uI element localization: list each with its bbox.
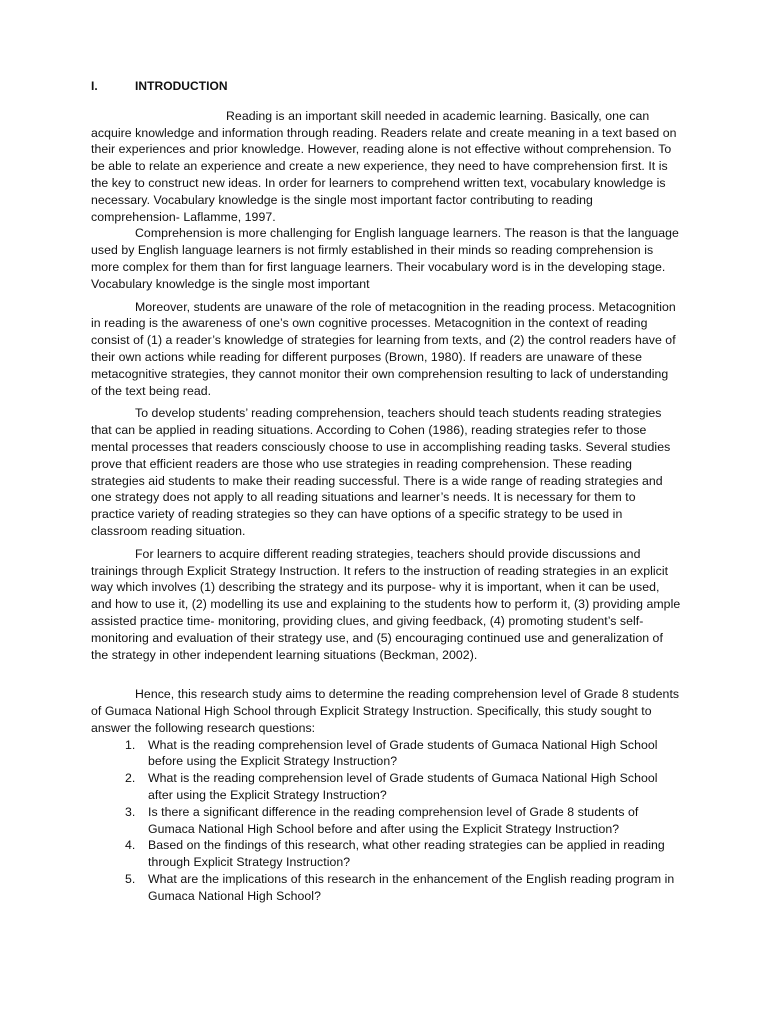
paragraph-metacognition: Moreover, students are unaware of the role of metacognition in the reading process. Metacognition in reading is the awareness of one’s own cognitive processes. Metacognition in the context of reading consist of (1) a reader’s knowledge of strategies for learning from texts, and (2) the control readers have of their own actions while reading for different purposes (Brown, 1980). If readers are unaware of these metacognitive strategies, they cannot monitor their own comprehension resulting to lack of understanding of the text being read. [91,299,676,398]
question-number: 3. [125,804,136,819]
question-number: 2. [125,771,136,786]
research-questions-list [91,737,681,905]
paragraph-comprehension-challenge: Comprehension is more challenging for English language learners. The reason is that the language used by English language learners is not firmly established in their minds so reading comprehension is more complex for them than for first language learners. Their vocabulary word is in the developing stage. Vocabulary knowledge is the single most important [91,226,679,291]
question-number: 5. [125,872,136,887]
research-question [91,737,681,771]
section-number: I. [91,79,98,93]
question-text: What is the reading comprehension level of Grade students of Gumaca National High School after using the Explicit Strategy Instruction? [148,771,658,803]
paragraph-research-aim: Hence, this research study aims to determine the reading comprehension level of Grade 8 students of Gumaca National High School through Explicit Strategy Instruction. Specifically, this study sought to answer the following research questions: [91,687,680,735]
research-question [91,837,681,871]
research-question [91,770,681,804]
section-title: INTRODUCTION [135,79,228,93]
section-heading [91,78,681,95]
document-content [91,78,681,905]
paragraph-reading-strategies: To develop students’ reading comprehension, teachers should teach students reading strategies that can be applied in reading situations. According to Cohen (1986), reading strategies refer to those mental processes that readers consciously choose to use in accomplishing reading tasks. Several studies prove that efficient readers are those who use strategies in reading comprehension. These reading strategies aid students to make their reading successful. There is a wide range of reading strategies and one strategy does not apply to all reading situations and learner’s needs. It is necessary for them to practice variety of reading strategies so they can have options of a specific strategy to be used in classroom reading situation. [91,406,671,538]
question-text: Is there a significant difference in the reading comprehension level of Grade 8 students of Gumaca National High School before and after using the Explicit Strategy Instruction? [148,804,639,836]
paragraph-reading-importance: Reading is an important skill needed in academic learning. Basically, one can acquire knowledge and information through reading. Readers relate and create meaning in a text based on their experiences and prior knowledge. However, reading alone is not effective without comprehension. To be able to relate an experience and create a new experience, they need to have comprehension first. It is the key to construct new ideas. In order for learners to comprehend written text, vocabulary knowledge is necessary. Vocabulary knowledge is the single most important factor contributing to reading comprehension- Laflamme, 1997. [91,108,677,224]
question-number: 4. [125,838,136,853]
research-question [91,871,681,905]
paragraph-explicit-strategy-instruction: For learners to acquire different reading strategies, teachers should provide discussions and trainings through Explicit Strategy Instruction. It refers to the instruction of reading strategies in an explicit way which involves (1) describing the strategy and its purpose- why it is important, when it can be used, and how to use it, (2) modelling its use and explaining to the students how to perform it, (3) providing ample assisted practice time- monitoring, providing clues, and giving feedback, (4) promoting student’s self-monitoring and evaluation of their strategy use, and (5) encouraging continued use and generalization of the strategy in other independent learning situations (Beckman, 2002). [91,546,681,662]
question-text: What is the reading comprehension level of Grade students of Gumaca National High School before using the Explicit Strategy Instruction? [148,737,658,769]
question-number: 1. [125,737,136,752]
question-text: What are the implications of this research in the enhancement of the English reading program in Gumaca National High School? [148,872,675,903]
research-question [91,804,681,838]
question-text: Based on the findings of this research, what other reading strategies can be applied in reading through Explicit Strategy Instruction? [148,838,665,870]
